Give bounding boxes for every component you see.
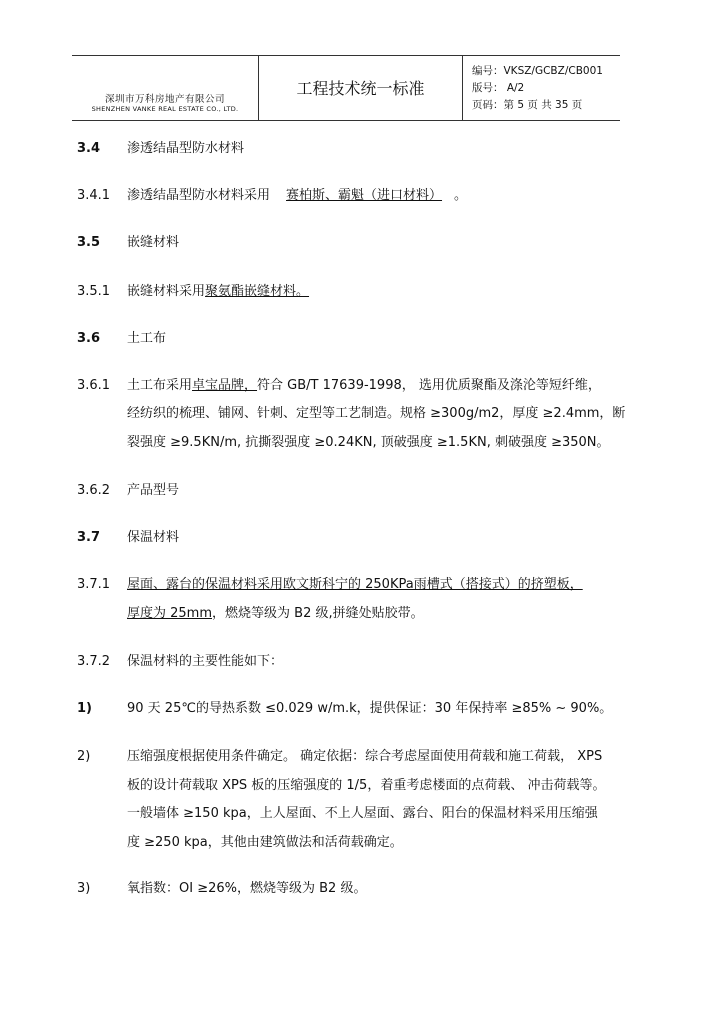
- document-header: [72, 55, 620, 121]
- brand-name: 卓宝品牌，: [192, 378, 258, 393]
- header-divider: [462, 56, 463, 120]
- item-text: 氧指数：OI ≥26%，燃烧等级为 B2 级。: [127, 881, 367, 896]
- item-line: 板的设计荷载取 XPS 板的压缩强度的 1/5，着重考虑楼面的点荷载、 冲击荷载等。: [127, 778, 606, 793]
- document-title: 工程技术统一标准: [296, 79, 425, 98]
- company-name-en: SHENZHEN VANKE REAL ESTATE CO., LTD.: [91, 105, 239, 113]
- clause-text-part: 。: [454, 188, 468, 203]
- item-line: 压缩强度根据使用条件确定。 确定依据：综合考虑屋面使用荷载和施工荷载， XPS: [127, 749, 603, 764]
- clause-line: 屋面、露台的保温材料采用欧文斯科宁的 250KPa雨槽式（搭接式）的挤塑板，: [127, 577, 583, 592]
- section-title: 渗透结晶型防水材料: [127, 141, 245, 156]
- clause-number: 3.4.1: [77, 188, 111, 203]
- clause-line: [127, 377, 601, 395]
- clause-number: 3.5.1: [77, 284, 111, 299]
- section-number: 3.5: [77, 235, 101, 250]
- company-cell: [72, 56, 258, 120]
- material-brand: 赛柏斯、霸魁（进口材料）: [286, 188, 443, 203]
- item-number: 3): [77, 881, 91, 896]
- clause-number: 3.7.1: [77, 577, 111, 592]
- section-number: 3.6: [77, 331, 101, 346]
- company-name-cn: 深圳市万科房地产有限公司: [104, 94, 225, 105]
- section-title: 土工布: [127, 331, 167, 346]
- clause-number: 3.7.2: [77, 654, 111, 669]
- section-title: 嵌缝材料: [127, 235, 180, 250]
- clause-line: 裂强度 ≥9.5KN/m, 抗撕裂强度 ≥0.24KN, 顶破强度 ≥1.5KN, 刺破强度 ≥350N。: [127, 435, 610, 450]
- clause-text-part: 嵌缝材料采用: [127, 284, 206, 299]
- clause-text-part: ，燃烧等级为 B2 级,拼缝处贴胶带。: [212, 606, 424, 621]
- thickness-value: 厚度为 25mm: [127, 606, 213, 621]
- clause-line: [127, 605, 424, 623]
- clause-text-part: 渗透结晶型防水材料采用: [127, 188, 271, 203]
- version-number: 版号： A/2: [472, 82, 525, 94]
- section-number: 3.4: [77, 141, 101, 156]
- item-number: 1): [77, 701, 92, 716]
- clause-line: 经纺织的梳理、铺网、针刺、定型等工艺制造。规格 ≥300g/m2，厚度 ≥2.4mm，断: [127, 406, 626, 421]
- clause-number: 3.6.2: [77, 483, 111, 498]
- clause-number: 3.6.1: [77, 378, 111, 393]
- clause-title: 产品型号: [127, 483, 180, 498]
- page-number: 页码：第 5 页 共 35 页: [472, 99, 583, 111]
- clause-title: 保温材料的主要性能如下：: [127, 654, 284, 669]
- item-line: 度 ≥250 kpa，其他由建筑做法和活荷载确定。: [127, 835, 403, 850]
- clause-text-part: 土工布采用: [127, 378, 193, 393]
- item-number: 2): [77, 749, 91, 764]
- section-number: 3.7: [77, 530, 101, 545]
- item-line: 一般墙体 ≥150 kpa，上人屋面、不上人屋面、露台、阳台的保温材料采用压缩强: [127, 806, 598, 821]
- material-name: 聚氨酯嵌缝材料。: [205, 284, 310, 299]
- clause-text: [127, 187, 467, 205]
- clause-text-part: 符合 GB/T 17639-1998， 选用优质聚酯及涤沦等短纤维，: [257, 378, 601, 393]
- section-title: 保温材料: [127, 530, 180, 545]
- doc-number: 编号：VKSZ/GCBZ/CB001: [472, 65, 603, 77]
- clause-text: [127, 283, 309, 301]
- item-text: 90 天 25℃的导热系数 ≤0.029 w/m.k，提供保证：30 年保持率 ≥85% ~ 90%。: [127, 701, 613, 716]
